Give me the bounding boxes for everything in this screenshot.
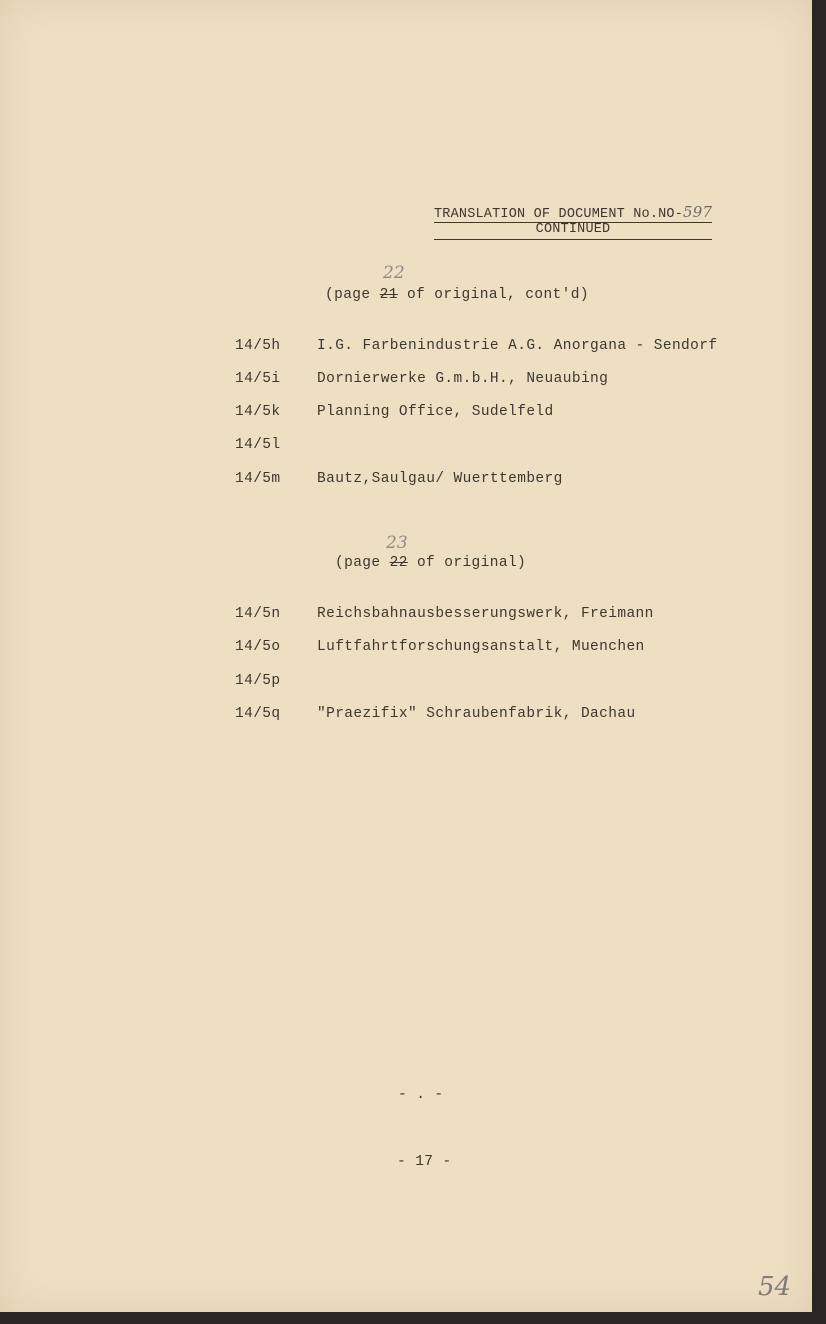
entry-text: Planning Office, Sudelfeld [317,404,554,420]
entry-text: I.G. Farbenindustrie A.G. Anorgana - Sendorf [317,338,718,354]
header-line1: TRANSLATION OF DOCUMENT No.NO- [434,207,684,222]
entry-code: 14/5m [235,471,281,487]
section1-heading: (page 21 of original, cont'd) [325,287,589,303]
header-title [434,203,712,223]
entry-code: 14/5h [235,338,281,354]
entry-code: 14/5n [235,606,281,622]
dash-mark: - . - [398,1087,444,1103]
handwritten-page-correction-1: 22 [383,263,405,283]
entry-code: 14/5o [235,639,281,655]
handwritten-page-correction-2: 23 [386,533,408,553]
entry-text: Luftfahrtforschungsanstalt, Muenchen [317,639,645,655]
handwritten-doc-number: 597 [683,203,713,221]
entry-code: 14/5k [235,404,281,420]
entry-code: 14/5q [235,706,281,722]
entry-text: Dornierwerke G.m.b.H., Neuaubing [317,371,609,387]
entry-text: "Praezifix" Schraubenfabrik, Dachau [317,706,636,722]
struck-page-number-1: 21 [379,287,398,303]
entry-text: Reichsbahnausbesserungswerk, Freimann [317,606,654,622]
header-continued: CONTINUED [434,222,712,240]
entry-code: 14/5i [235,371,281,387]
entry-code: 14/5p [235,673,281,689]
entry-code: 14/5l [235,437,281,453]
handwritten-corner-number: 54 [758,1272,792,1302]
entry-text: Bautz,Saulgau/ Wuerttemberg [317,471,563,487]
section2-heading: (page 22 of original) [335,555,527,571]
page-number: - 17 - [397,1154,452,1170]
struck-page-number-2: 22 [389,555,408,571]
